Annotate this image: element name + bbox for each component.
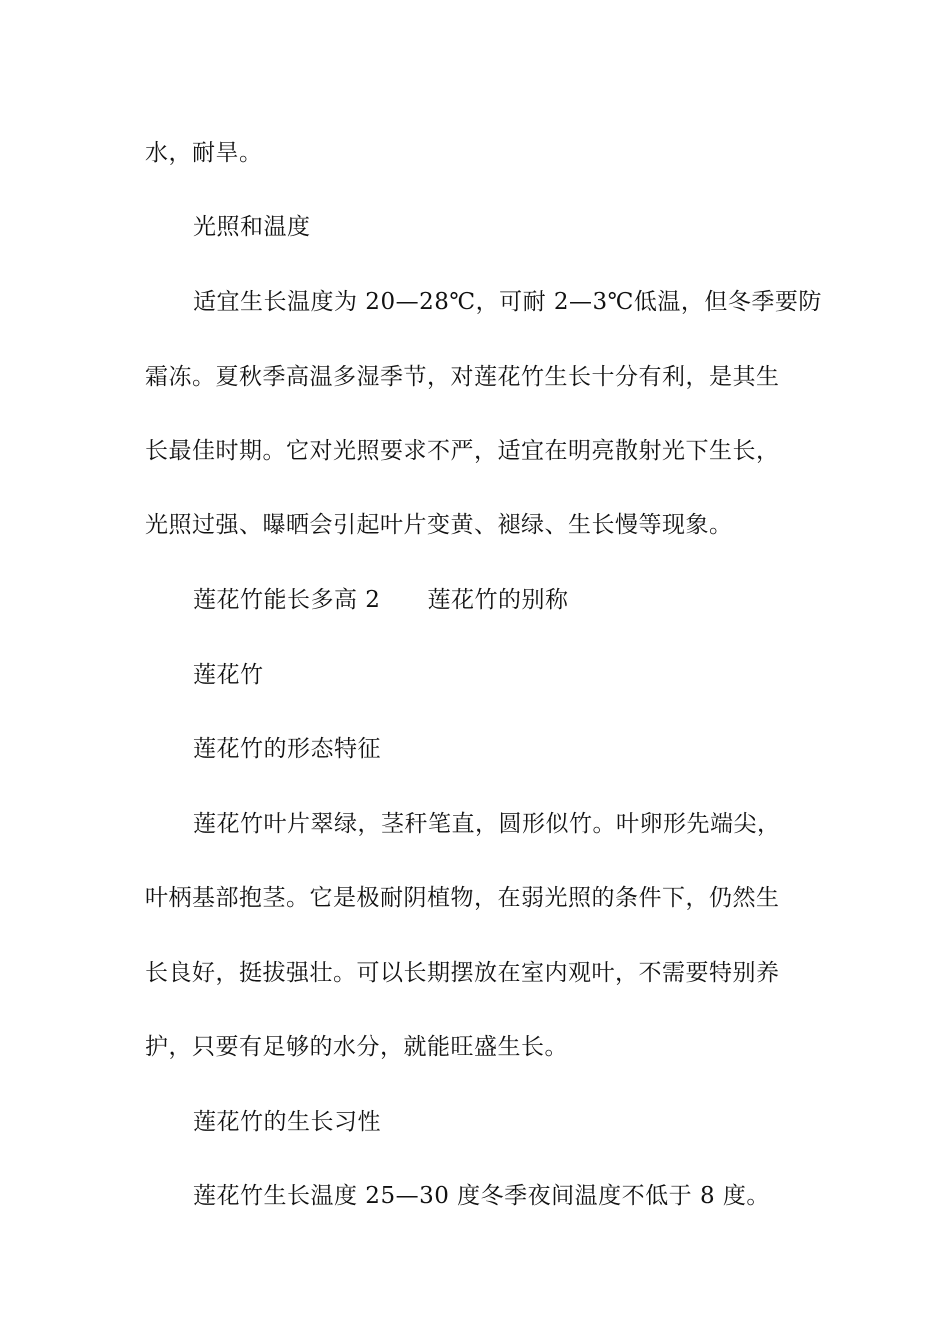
paragraph-line: 适宜生长温度为 20—28℃，可耐 2—3℃低温，但冬季要防 — [193, 289, 822, 315]
paragraph-line: 水，耐旱。 — [145, 140, 263, 166]
paragraph-line: 长良好，挺拔强壮。可以长期摆放在室内观叶，不需要特别养 — [145, 960, 780, 986]
section-heading: 莲花竹的生长习性 — [193, 1109, 381, 1135]
section-heading: 光照和温度 — [193, 214, 311, 240]
paragraph-line: 光照过强、曝晒会引起叶片变黄、褪绿、生长慢等现象。 — [145, 512, 733, 538]
paragraph-line: 长最佳时期。它对光照要求不严，适宜在明亮散射光下生长， — [145, 438, 780, 464]
section-heading: 莲花竹的形态特征 — [193, 736, 381, 762]
paragraph-line: 莲花竹生长温度 25—30 度冬季夜间温度不低于 8 度。 — [193, 1183, 770, 1209]
paragraph-line: 叶柄基部抱茎。它是极耐阴植物，在弱光照的条件下，仍然生 — [145, 885, 780, 911]
section-heading: 莲花竹能长多高 2 莲花竹的别称 — [193, 587, 569, 613]
paragraph-line: 莲花竹叶片翠绿，茎秆笔直，圆形似竹。叶卵形先端尖， — [193, 811, 781, 837]
section-heading: 莲花竹 — [193, 662, 264, 688]
paragraph-line: 霜冻。夏秋季高温多湿季节，对莲花竹生长十分有利，是其生 — [145, 364, 780, 390]
paragraph-line: 护，只要有足够的水分，就能旺盛生长。 — [145, 1034, 568, 1060]
